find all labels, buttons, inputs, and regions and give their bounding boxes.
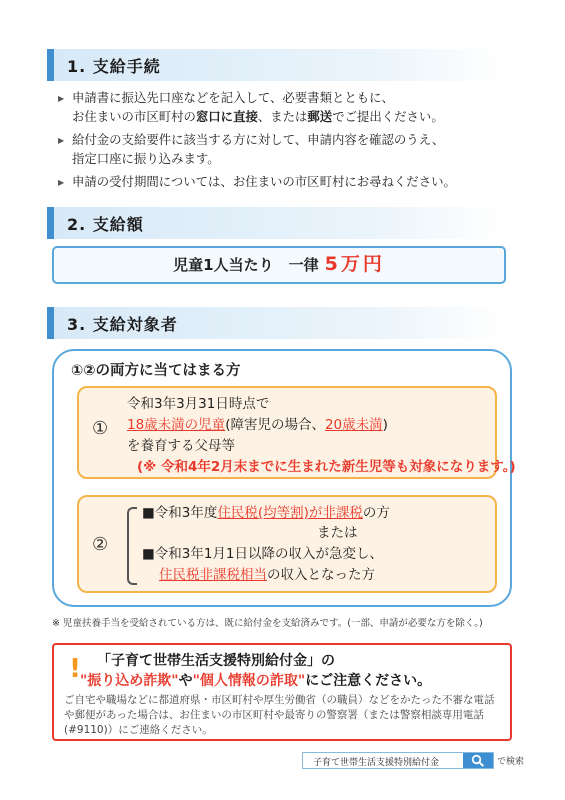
footnote: ※ 児童扶養手当を受給されている方は、既に給付金を支給済みです。(一部、申請が必要な方を除く。) bbox=[52, 618, 483, 629]
search-icon bbox=[471, 754, 485, 767]
amount-value: 5万円 bbox=[324, 253, 385, 275]
procedure-bullet-list bbox=[58, 88, 548, 195]
section-title: 3. 支給対象者 bbox=[67, 315, 178, 334]
section-header-eligibility bbox=[47, 307, 504, 339]
triangle-bullet-icon: ▶ bbox=[58, 178, 65, 187]
exclamation-icon: ! bbox=[69, 654, 81, 684]
amount-box bbox=[52, 246, 506, 284]
warning-headline: "振り込め詐欺"や"個人情報の詐取"にご注意ください。 bbox=[80, 673, 432, 689]
fraud-warning-box bbox=[52, 643, 512, 741]
warning-title: 「子育て世帯生活支援特別給付金」の bbox=[97, 653, 335, 669]
brace-bracket bbox=[127, 507, 137, 585]
triangle-bullet-icon: ▶ bbox=[58, 94, 65, 103]
list-item: ▶ 申請書に振込先口座などを記入して、必要書類とともに、 お住まいの市区町村の窓口に直接、または郵送でご提出ください。 bbox=[58, 90, 444, 124]
newborn-note: (※ 令和4年2月末までに生まれた新生児等も対象になります。) bbox=[137, 459, 516, 475]
section-header-amount bbox=[47, 207, 504, 239]
eligibility-box bbox=[52, 349, 516, 607]
search-suffix: で検索 bbox=[497, 757, 525, 767]
list-item: ▶ 申請の受付期間については、お住まいの市区町村にお尋ねください。 bbox=[58, 172, 548, 191]
eligibility-title: ①②の両方に当てはまる方 bbox=[71, 363, 241, 379]
warning-body: ご自宅や職場などに都道府県・市区町村や厚生労働省（の職員）などをかたった不審な電話や郵便があった場合は、お住まいの市区町村や最寄りの警察署（または警察相談専用電話(#9110)）にご連絡ください。 bbox=[64, 694, 495, 736]
section-title: 1. 支給手続 bbox=[67, 57, 161, 76]
search-button[interactable] bbox=[463, 753, 493, 768]
section-header-procedure bbox=[47, 49, 504, 81]
search-input[interactable]: 子育て世帯生活支援特別給付金 bbox=[313, 758, 440, 768]
condition-2: ② ■令和3年度住民税(均等割)が非課税の方 または ■令和3年1月1日以降の収入が急変し、 住民税非課税相当の収入となった方 bbox=[77, 495, 497, 593]
list-item: ▶ 給付金の支給要件に該当する方に対して、申請内容を確認のうえ、 指定口座に振り込みます。 bbox=[58, 132, 445, 166]
condition-number: ② bbox=[92, 534, 109, 555]
amount-label: 児童1人当たり 一律 bbox=[173, 256, 319, 274]
triangle-bullet-icon: ▶ bbox=[58, 136, 65, 145]
search-bar[interactable] bbox=[302, 752, 494, 769]
condition-number: ① bbox=[92, 418, 109, 439]
condition-1: ① 令和3年3月31日時点で 18歳未満の児童(障害児の場合、20歳未満) を養育する父母等 (※ 令和4年2月末までに生まれた新生児等も対象になります。) bbox=[77, 386, 497, 479]
section-title: 2. 支給額 bbox=[67, 215, 144, 234]
